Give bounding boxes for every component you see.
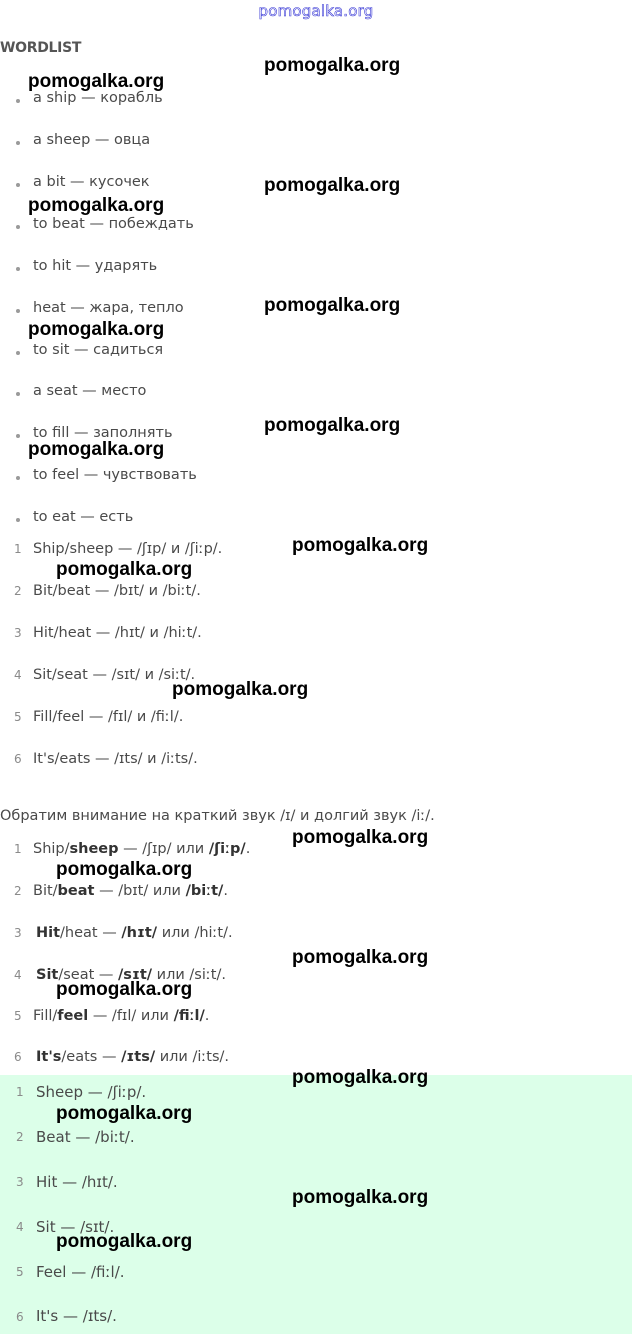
- list-item: It's — /ɪts/.: [36, 1307, 117, 1325]
- watermark: pomogalka.org: [264, 175, 401, 196]
- watermark: pomogalka.org: [28, 71, 165, 92]
- bullet: [16, 183, 20, 187]
- wordlist-item: to feel — чувствовать: [33, 467, 197, 483]
- wordlist-heading: WORDLIST: [0, 40, 82, 56]
- list-number: 4: [14, 968, 22, 982]
- list-number: 1: [16, 1085, 24, 1099]
- bullet: [16, 476, 20, 480]
- list-item: Ship/sheep — /ʃɪp/ или /ʃiːp/.: [33, 841, 251, 857]
- watermark: pomogalka.org: [292, 827, 429, 848]
- list-number: 5: [14, 1009, 22, 1023]
- watermark: pomogalka.org: [264, 415, 401, 436]
- bullet: [16, 518, 20, 522]
- bullet: [16, 309, 20, 313]
- list-number: 2: [14, 584, 22, 598]
- wordlist-item: to hit — ударять: [33, 258, 158, 274]
- list-item: Sit/seat — /sɪt/ и /siːt/.: [33, 667, 196, 683]
- list-item: Ship/sheep — /ʃɪp/ и /ʃiːp/.: [33, 541, 223, 557]
- list-item: It's/eats — /ɪts/ и /iːts/.: [33, 751, 198, 767]
- list-item: Fill/feel — /fɪl/ и /fiːl/.: [33, 709, 184, 725]
- list-item: Bit/beat — /bɪt/ или /biːt/.: [33, 883, 228, 899]
- wordlist-item: a sheep — овца: [33, 132, 151, 148]
- wordlist-item: to sit — садиться: [33, 342, 164, 358]
- watermark: pomogalka.org: [56, 979, 193, 1000]
- watermark: pomogalka.org: [292, 947, 429, 968]
- list-number: 4: [16, 1220, 24, 1234]
- watermark: pomogalka.org: [28, 319, 165, 340]
- watermark: pomogalka.org: [56, 1231, 193, 1252]
- wordlist-item: heat — жара, тепло: [33, 300, 184, 316]
- wordlist-item: to beat — побеждать: [33, 216, 194, 232]
- list-item: Fill/feel — /fɪl/ или /fiːl/.: [33, 1008, 210, 1024]
- top-watermark: pomogalka.org: [258, 2, 374, 20]
- list-number: 6: [16, 1310, 24, 1324]
- note-text: Обратим внимание на краткий звук /ɪ/ и долгий звук /iː/.: [0, 808, 435, 824]
- bullet: [16, 141, 20, 145]
- watermark: pomogalka.org: [56, 559, 193, 580]
- bullet: [16, 434, 20, 438]
- list-item: Beat — /biːt/.: [36, 1128, 135, 1146]
- watermark: pomogalka.org: [292, 1067, 429, 1088]
- watermark: pomogalka.org: [292, 535, 429, 556]
- watermark: pomogalka.org: [264, 295, 401, 316]
- list-item: Hit/heat — /hɪt/ и /hiːt/.: [33, 625, 202, 641]
- list-item: Sit/seat — /sɪt/ или /siːt/.: [36, 967, 226, 983]
- bullet: [16, 267, 20, 271]
- list-number: 6: [14, 752, 22, 766]
- list-item: Hit/heat — /hɪt/ или /hiːt/.: [36, 925, 233, 941]
- watermark: pomogalka.org: [28, 439, 165, 460]
- list-number: 2: [14, 884, 22, 898]
- list-number: 3: [16, 1175, 24, 1189]
- watermark: pomogalka.org: [264, 55, 401, 76]
- watermark: pomogalka.org: [28, 195, 165, 216]
- bullet: [16, 351, 20, 355]
- watermark: pomogalka.org: [56, 859, 193, 880]
- list-number: 3: [14, 626, 22, 640]
- list-number: 2: [16, 1130, 24, 1144]
- list-number: 4: [14, 668, 22, 682]
- bullet: [16, 99, 20, 103]
- watermark: pomogalka.org: [172, 679, 309, 700]
- list-item: Sheep — /ʃiːp/.: [36, 1083, 147, 1101]
- list-item: Feel — /fiːl/.: [36, 1263, 125, 1281]
- list-number: 5: [16, 1265, 24, 1279]
- watermark: pomogalka.org: [56, 1103, 193, 1124]
- list-number: 1: [14, 842, 22, 856]
- bullet: [16, 392, 20, 396]
- list-item: Hit — /hɪt/.: [36, 1173, 118, 1191]
- bullet: [16, 225, 20, 229]
- list-number: 5: [14, 710, 22, 724]
- list-item: Bit/beat — /bɪt/ и /biːt/.: [33, 583, 201, 599]
- list-number: 6: [14, 1050, 22, 1064]
- wordlist-item: a bit — кусочек: [33, 174, 150, 190]
- wordlist-item: to fill — заполнять: [33, 425, 173, 441]
- wordlist-item: to eat — есть: [33, 509, 134, 525]
- watermark: pomogalka.org: [292, 1187, 429, 1208]
- list-item: It's/eats — /ɪts/ или /iːts/.: [36, 1049, 229, 1065]
- list-item: Sit — /sɪt/.: [36, 1218, 115, 1236]
- wordlist-item: a seat — место: [33, 383, 147, 399]
- list-number: 1: [14, 542, 22, 556]
- list-number: 3: [14, 926, 22, 940]
- wordlist-item: a ship — корабль: [33, 90, 163, 106]
